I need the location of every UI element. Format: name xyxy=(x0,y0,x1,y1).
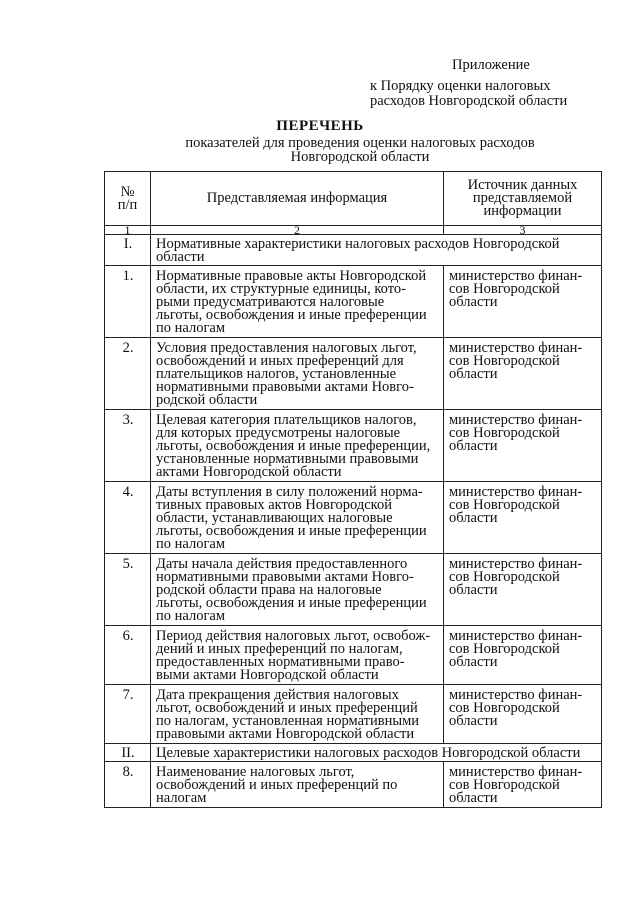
header-source xyxy=(444,172,602,226)
row-info-line: предоставленных нормативными право- xyxy=(156,654,405,670)
row-info-line: рыми предусматриваются налоговые xyxy=(156,294,385,310)
row-info-line: по налогам xyxy=(156,536,226,552)
row-info-line: Даты вступления в силу положений норма- xyxy=(156,484,423,500)
row-source-line: области xyxy=(449,790,498,806)
row-num: 3. xyxy=(105,410,151,482)
row-info-line: дений и иных преференций по налогам, xyxy=(156,641,403,657)
row-info-line: Даты начала действия предоставленного xyxy=(156,556,408,572)
row-info xyxy=(151,685,444,744)
row-info-line: льготы, освобождения и иные преференции, xyxy=(156,438,431,454)
row-source-line: министерство финан- xyxy=(449,556,583,572)
row-info-line: льготы, освобождения и иные преференции xyxy=(156,523,427,539)
row-num: 7. xyxy=(105,685,151,744)
table-row xyxy=(105,482,602,554)
row-info-line: плательщиков налогов, установленные xyxy=(156,366,397,382)
subtitle-line: показателей для проведения оценки налоговых расходов xyxy=(185,135,535,151)
row-info-line: области, устанавливающих налоговые xyxy=(156,510,393,526)
row-info-line: нормативными правовыми актами Новго- xyxy=(156,379,414,395)
row-source-line: сов Новгородской xyxy=(449,353,560,369)
row-info-line: налогам xyxy=(156,790,207,806)
row-num: 8. xyxy=(105,762,151,808)
appendix-line: к Порядку оценки налоговых xyxy=(370,78,551,94)
row-source-line: министерство финан- xyxy=(449,340,583,356)
table-row xyxy=(105,762,602,808)
rows-group xyxy=(105,266,602,744)
row-source-line: сов Новгородской xyxy=(449,700,560,716)
subtitle-line: Новгородской области xyxy=(290,149,430,165)
row-info xyxy=(151,554,444,626)
row-source-line: министерство финан- xyxy=(449,268,583,284)
row-source-line: сов Новгородской xyxy=(449,777,560,793)
row-source-line: сов Новгородской xyxy=(449,497,560,513)
table-row xyxy=(105,554,602,626)
section-title: Целевые характеристики налоговых расходов Новгородской области xyxy=(151,744,602,762)
row-num: 4. xyxy=(105,482,151,554)
section-num: II. xyxy=(105,744,151,762)
appendix-block xyxy=(370,58,610,109)
row-num: 1. xyxy=(105,266,151,338)
row-info-line: области, их структурные единицы, кото- xyxy=(156,281,406,297)
header-num-line: п/п xyxy=(117,196,138,213)
header-num-line: № xyxy=(120,183,135,200)
table-row xyxy=(105,338,602,410)
row-info-line: нормативными правовыми актами Новго- xyxy=(156,569,414,585)
row-source-line: сов Новгородской xyxy=(449,425,560,441)
row-info-line: актами Новгородской области xyxy=(156,464,342,480)
row-info xyxy=(151,338,444,410)
rows-group xyxy=(105,762,602,808)
row-num: 5. xyxy=(105,554,151,626)
row-source-line: министерство финан- xyxy=(449,687,583,703)
row-source xyxy=(444,762,602,808)
document-subtitle xyxy=(150,136,570,164)
table-row xyxy=(105,266,602,338)
row-info-line: по налогам, установленная нормативными xyxy=(156,713,420,729)
row-source-line: области xyxy=(449,654,498,670)
row-source-line: сов Новгородской xyxy=(449,281,560,297)
row-info-line: освобождений и иных преференций для xyxy=(156,353,404,369)
row-source-line: сов Новгородской xyxy=(449,641,560,657)
header-source-line: Источник данных xyxy=(467,177,578,193)
header-num xyxy=(105,172,151,226)
row-source-line: области xyxy=(449,582,498,598)
table-index-row xyxy=(105,226,602,235)
row-source-line: министерство финан- xyxy=(449,628,583,644)
section-num: I. xyxy=(105,235,151,266)
table-row xyxy=(105,685,602,744)
row-info-line: льготы, освобождения и иные преференции xyxy=(156,307,427,323)
row-info-line: льгот, освобождений и иных преференций xyxy=(156,700,418,716)
row-info xyxy=(151,482,444,554)
row-source-line: сов Новгородской xyxy=(449,569,560,585)
appendix-label: Приложение xyxy=(452,57,530,73)
row-info-line: освобождений и иных преференций по xyxy=(156,777,398,793)
row-source xyxy=(444,338,602,410)
row-info xyxy=(151,626,444,685)
row-info-line: Наименование налоговых льгот, xyxy=(156,764,355,780)
table-row xyxy=(105,626,602,685)
row-source-line: области xyxy=(449,713,498,729)
appendix-line: расходов Новгородской области xyxy=(370,93,568,109)
section-row xyxy=(105,235,602,266)
row-num: 2. xyxy=(105,338,151,410)
row-info-line: Дата прекращения действия налоговых xyxy=(156,687,399,703)
row-source xyxy=(444,266,602,338)
row-info-line: правовыми актами Новгородской области xyxy=(156,726,415,742)
row-info-line: родской области xyxy=(156,392,258,408)
table-row xyxy=(105,410,602,482)
row-info-line: Нормативные правовые акты Новгородской xyxy=(156,268,427,284)
section-title xyxy=(151,235,602,266)
row-source xyxy=(444,410,602,482)
indicators-table xyxy=(104,171,602,808)
header-info: Представляемая информация xyxy=(151,172,444,226)
row-source-line: министерство финан- xyxy=(449,484,583,500)
row-info-line: льготы, освобождения и иные преференции xyxy=(156,595,427,611)
row-source-line: области xyxy=(449,438,498,454)
header-source-line: информации xyxy=(483,203,562,219)
row-info-line: тивных правовых актов Новгородской xyxy=(156,497,393,513)
table-header-row xyxy=(105,172,602,226)
row-info-line: для которых предусмотрены налоговые xyxy=(156,425,401,441)
row-source xyxy=(444,685,602,744)
row-info xyxy=(151,266,444,338)
index-cell: 2 xyxy=(151,226,444,235)
row-info-line: выми актами Новгородской области xyxy=(156,667,379,683)
index-cell: 3 xyxy=(444,226,602,235)
row-info-line: Целевая категория плательщиков налогов, xyxy=(156,412,417,428)
row-info xyxy=(151,762,444,808)
row-source xyxy=(444,554,602,626)
index-cell: 1 xyxy=(105,226,151,235)
row-info-line: Условия предоставления налоговых льгот, xyxy=(156,340,417,356)
row-source-line: министерство финан- xyxy=(449,764,583,780)
row-info-line: родской области права на налоговые xyxy=(156,582,382,598)
header-source-line: представляемой xyxy=(472,190,573,206)
row-source-line: области xyxy=(449,366,498,382)
row-info-line: установленные нормативными правовыми xyxy=(156,451,419,467)
row-num: 6. xyxy=(105,626,151,685)
row-source xyxy=(444,482,602,554)
section-row xyxy=(105,744,602,762)
row-source-line: министерство финан- xyxy=(449,412,583,428)
row-source-line: области xyxy=(449,510,498,526)
section-title-line: области xyxy=(156,249,205,265)
row-info-line: по налогам xyxy=(156,320,226,336)
row-source-line: области xyxy=(449,294,498,310)
row-info-line: по налогам xyxy=(156,608,226,624)
row-info xyxy=(151,410,444,482)
row-source xyxy=(444,626,602,685)
row-info-line: Период действия налоговых льгот, освобож- xyxy=(156,628,431,644)
section-title-line: Нормативные характеристики налоговых расходов Новгородской xyxy=(156,236,560,252)
document-title: ПЕРЕЧЕНЬ xyxy=(276,118,364,134)
